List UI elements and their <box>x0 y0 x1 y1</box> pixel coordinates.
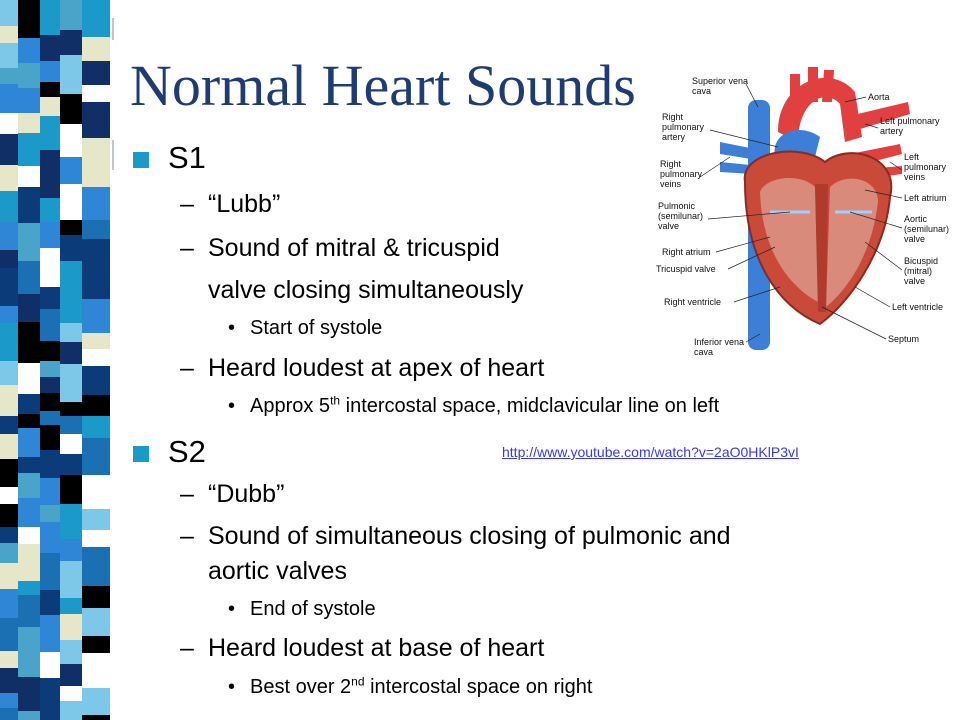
dot-bullet: • <box>228 598 236 620</box>
stripe-block <box>60 124 82 157</box>
stripe-block <box>0 84 18 113</box>
stripe-block <box>82 715 110 720</box>
decorative-stripe-border <box>0 0 110 720</box>
stripe-block <box>0 250 18 268</box>
stripe-block <box>18 261 40 294</box>
s1-item-mitral-line1: Sound of mitral & tricuspid <box>208 234 500 262</box>
section-heading-s1: S1 <box>168 140 206 175</box>
svg-text:Left ventricle: Left ventricle <box>892 302 944 312</box>
stripe-block <box>60 475 82 504</box>
stripe-block <box>40 377 60 393</box>
stripe-block <box>0 222 18 250</box>
stripe-block <box>82 333 110 349</box>
dash-bullet: – <box>180 522 194 550</box>
stripe-block <box>82 276 110 299</box>
stripe-block <box>82 509 110 530</box>
svg-text:Right ventricle: Right ventricle <box>664 297 722 307</box>
stripe-block <box>40 361 60 377</box>
stripe-block <box>40 262 60 287</box>
stripe-block <box>0 618 18 651</box>
dash-bullet: – <box>180 234 194 262</box>
s1-item-mitral-line2: valve closing simultaneously <box>208 276 524 304</box>
stripe-block <box>82 636 110 653</box>
stripe-block <box>82 416 110 438</box>
stripe-block <box>82 608 110 636</box>
s2-item-pulmonic-line1: Sound of simultaneous closing of pulmonic and <box>208 522 731 550</box>
svg-text:Tricuspid valve: Tricuspid valve <box>656 264 716 274</box>
dash-bullet: – <box>180 634 194 662</box>
stripe-block <box>82 0 110 37</box>
stripe-block <box>0 668 18 693</box>
stripe-block <box>60 402 82 416</box>
stripe-block <box>0 68 18 84</box>
stripe-block <box>18 363 40 394</box>
stripe-block <box>60 640 82 664</box>
stripe-block <box>18 63 40 88</box>
dash-bullet: – <box>180 354 194 382</box>
svg-text:Leftpulmonaryveins: Left pulmonary veins <box>904 152 947 182</box>
stripe-block <box>0 306 18 323</box>
stripe-block <box>18 0 40 38</box>
stripe-block <box>82 586 110 608</box>
stripe-block <box>0 459 18 487</box>
stripe-block <box>40 287 60 309</box>
stripe-block <box>40 450 60 478</box>
stripe-block <box>18 88 40 113</box>
stripe-block <box>40 522 60 553</box>
svg-text:Rightpulmonaryveins: Right pulmonary veins <box>660 159 703 189</box>
stripe-block <box>40 0 60 35</box>
stripe-block <box>60 561 82 598</box>
stripe-block <box>0 589 18 618</box>
stripe-block <box>60 292 82 323</box>
stripe-block <box>82 366 110 395</box>
bullet-square-icon <box>133 446 149 462</box>
stripe-block <box>40 82 60 97</box>
stripe-block <box>18 187 40 223</box>
stripe-block <box>82 102 110 138</box>
divider-line <box>112 18 114 40</box>
stripe-block <box>60 454 82 475</box>
stripe-block <box>0 693 18 708</box>
stripe-block <box>40 35 60 61</box>
stripe-block <box>40 97 60 116</box>
stripe-block <box>0 113 18 134</box>
stripe-block <box>0 361 18 385</box>
youtube-link[interactable]: http://www.youtube.com/watch?v=2aO0HKlP3vI <box>502 444 799 460</box>
stripe-block <box>82 187 110 220</box>
stripe-block <box>60 614 82 640</box>
stripe-block <box>18 133 40 166</box>
stripe-block <box>82 299 110 333</box>
stripe-block <box>18 677 40 695</box>
stripe-block <box>82 438 110 475</box>
stripe-block <box>18 322 40 344</box>
stripe-block <box>18 595 40 627</box>
stripe-block <box>82 138 110 165</box>
stripe-block <box>82 165 110 187</box>
dot-bullet: • <box>228 395 236 417</box>
s2-sub-intercostal: Best over 2nd intercostal space on right <box>250 674 593 698</box>
dash-bullet: – <box>180 480 194 508</box>
stripe-block <box>60 664 82 686</box>
stripe-block <box>40 341 60 361</box>
s1-item-apex: Heard loudest at apex of heart <box>208 354 545 382</box>
stripe-block <box>0 191 18 222</box>
stripe-block <box>82 61 110 85</box>
stripe-block <box>82 547 110 586</box>
stripe-block <box>60 220 82 235</box>
stripe-block <box>60 539 82 561</box>
s1-sub-intercostal: Approx 5th intercostal space, midclavicular line on left <box>250 393 720 417</box>
stripe-block <box>60 94 82 124</box>
stripe-block <box>18 711 40 720</box>
svg-text:Right atrium: Right atrium <box>662 247 711 257</box>
stripe-block <box>0 0 18 26</box>
stripe-block <box>0 434 18 459</box>
stripe-block <box>60 157 82 184</box>
stripe-block <box>82 349 110 366</box>
stripe-block <box>40 505 60 522</box>
stripe-block <box>40 150 60 168</box>
s1-item-lubb: “Lubb” <box>208 190 281 218</box>
stripe-block <box>18 394 40 414</box>
svg-text:Pulmonic(semilunar)valve: Pulmonic (semilunar) valve <box>658 201 704 231</box>
stripe-block <box>40 411 60 425</box>
stripe-block <box>40 478 60 505</box>
stripe-block <box>0 527 18 543</box>
stripe-block <box>82 688 110 715</box>
divider-line <box>112 140 114 170</box>
svg-text:Left atrium: Left atrium <box>904 193 947 203</box>
stripe-block <box>0 134 18 165</box>
stripe-block <box>18 695 40 711</box>
stripe-block <box>60 434 82 454</box>
s2-item-dubb: “Dubb” <box>208 480 285 508</box>
stripe-block <box>40 61 60 82</box>
stripe-block <box>40 309 60 341</box>
stripe-block <box>18 414 40 428</box>
stripe-block <box>40 393 60 411</box>
svg-text:Aorta: Aorta <box>868 92 890 102</box>
stripe-block <box>82 395 110 416</box>
stripe-block <box>40 168 60 198</box>
stripe-block <box>18 294 40 322</box>
stripe-block <box>0 385 18 416</box>
stripe-block <box>60 323 82 342</box>
stripe-block <box>0 268 18 306</box>
stripe-block <box>60 416 82 434</box>
stripe-block <box>18 344 40 363</box>
dash-bullet: – <box>180 190 194 218</box>
stripe-block <box>0 651 18 668</box>
stripe-block <box>18 581 40 595</box>
stripe-block <box>0 708 18 720</box>
stripe-block <box>82 530 110 547</box>
dot-bullet: • <box>228 317 236 339</box>
heart-anatomy-diagram <box>650 62 960 362</box>
stripe-block <box>40 553 60 590</box>
stripe-block <box>82 220 110 239</box>
stripe-block <box>40 590 60 615</box>
stripe-block <box>60 342 82 364</box>
stripe-block <box>18 428 40 457</box>
stripe-block <box>82 653 110 688</box>
slide-title: Normal Heart Sounds <box>130 53 636 118</box>
stripe-block <box>60 55 82 94</box>
s2-item-pulmonic-line2: aortic valves <box>208 557 347 585</box>
stripe-block <box>40 712 60 720</box>
stripe-block <box>82 475 110 509</box>
stripe-block <box>0 504 18 527</box>
stripe-block <box>60 0 82 30</box>
stripe-block <box>82 37 110 61</box>
s2-sub-end-systole: End of systole <box>250 598 376 620</box>
stripe-block <box>40 116 60 150</box>
stripe-block <box>60 235 82 261</box>
stripe-block <box>40 248 60 262</box>
stripe-block <box>0 563 18 589</box>
stripe-block <box>0 416 18 434</box>
stripe-block <box>60 701 82 720</box>
svg-text:Rightpulmonaryartery: Right pulmonary artery <box>662 112 705 142</box>
stripe-block <box>0 487 18 504</box>
stripe-block <box>40 615 60 652</box>
stripe-block <box>60 598 82 614</box>
stripe-block <box>18 113 40 133</box>
svg-text:Left pulmonaryartery: Left pulmonary artery <box>880 116 940 136</box>
stripe-block <box>60 504 82 539</box>
stripe-block <box>40 652 60 678</box>
stripe-block <box>40 222 60 248</box>
stripe-block <box>60 261 82 292</box>
svg-text:Septum: Septum <box>888 334 920 344</box>
stripe-block <box>18 473 40 498</box>
stripe-block <box>0 543 18 563</box>
s1-sub-start-systole: Start of systole <box>250 317 383 339</box>
bullet-square-icon <box>133 152 149 168</box>
stripe-block <box>18 498 40 527</box>
stripe-block <box>18 166 40 187</box>
s2-item-base: Heard loudest at base of heart <box>208 634 545 662</box>
dot-bullet: • <box>228 676 236 698</box>
stripe-block <box>18 527 40 544</box>
stripe-block <box>18 457 40 473</box>
svg-text:Aortic(semilunar)valve: Aortic (semilunar) valve <box>904 214 950 244</box>
stripe-block <box>60 686 82 701</box>
stripe-block <box>60 364 82 402</box>
stripe-block <box>60 184 82 220</box>
stripe-block <box>0 43 18 68</box>
stripe-block <box>60 30 82 55</box>
section-heading-s2: S2 <box>168 434 206 469</box>
stripe-block <box>40 425 60 450</box>
stripe-block <box>18 627 40 658</box>
stripe-block <box>18 223 40 261</box>
stripe-block <box>40 678 60 712</box>
svg-text:Inferior venacava: Inferior vena cava <box>694 337 745 357</box>
stripe-block <box>0 26 18 43</box>
stripe-block <box>0 165 18 191</box>
stripe-block <box>82 239 110 276</box>
stripe-block <box>18 544 40 581</box>
svg-text:Bicuspid(mitral)valve: Bicuspid (mitral) valve <box>904 256 939 286</box>
stripe-block <box>18 38 40 63</box>
stripe-block <box>40 198 60 222</box>
stripe-block <box>18 658 40 677</box>
stripe-block <box>0 323 18 361</box>
stripe-block <box>82 85 110 102</box>
svg-text:Superior venacava: Superior vena cava <box>692 76 749 96</box>
